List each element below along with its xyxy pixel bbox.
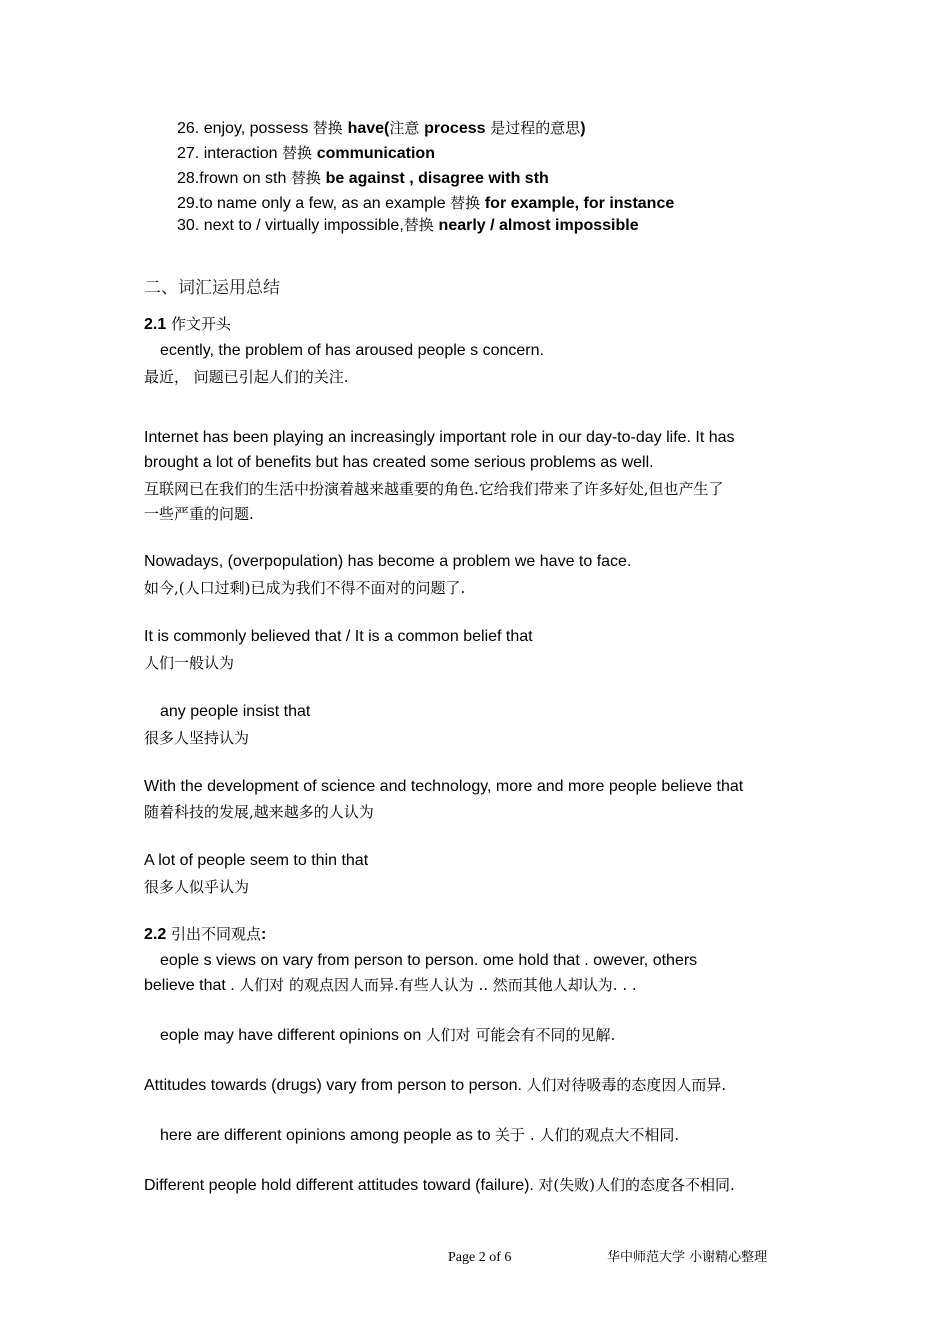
subsection-colon: :: [261, 926, 267, 943]
item-text: 30. next to / virtually impossible,: [177, 217, 404, 234]
phrase-en: A lot of people seem to thin that: [144, 852, 369, 869]
list-item: [177, 193, 674, 214]
phrase-en: any people insist that: [160, 703, 311, 720]
phrase-en: Nowadays, (overpopulation) has become a problem we have to face.: [144, 553, 632, 570]
phrase-zh: 如今,(人口过剩)已成为我们不得不面对的问题了.: [144, 579, 466, 597]
phrase-zh: 互联网已在我们的生活中扮演着越来越重要的角色.它给我们带来了许多好处,但也产生了: [144, 480, 724, 498]
page-number: Page 2 of 6: [448, 1250, 512, 1265]
item-zh: 替换: [450, 194, 485, 212]
phrase-zh: 很多人似乎认为: [144, 878, 250, 896]
subsection-label: 引出不同观点: [166, 925, 262, 943]
phrase-mixed: [144, 1175, 735, 1196]
phrase-zh: 关于 . 人们的观点大不相同.: [495, 1126, 680, 1144]
phrase-mixed: [160, 1125, 679, 1146]
subsection-number: 2.1: [144, 316, 167, 333]
item-zh: 替换: [290, 169, 326, 187]
subsection-label: 作文开头: [166, 315, 232, 333]
item-zh: 是过程的意思: [485, 119, 581, 137]
phrase-en: ecently, the problem of has aroused people s concern.: [160, 342, 544, 359]
item-zh: 替换: [312, 119, 348, 137]
list-item: [177, 118, 586, 139]
item-bold: for example, for instance: [484, 195, 675, 212]
subsection-number: 2.2: [144, 926, 167, 943]
phrase-zh: 一些严重的问题.: [144, 505, 254, 523]
item-text: 29.to name only a few, as an example: [177, 195, 451, 212]
phrase-en: believe that .: [144, 977, 240, 994]
phrase-en: eople may have different opinions on: [160, 1027, 426, 1044]
item-bold: communication: [316, 145, 435, 162]
phrase-en: eople s views on vary from person to person. ome hold that . owever, others: [160, 952, 698, 969]
phrase-en: Attitudes towards (drugs) vary from person to person.: [144, 1077, 527, 1094]
phrase-zh: 很多人坚持认为: [144, 729, 250, 747]
item-bold: nearly / almost impossible: [438, 217, 639, 234]
phrase-mixed: [160, 1025, 615, 1046]
list-item: [177, 168, 549, 189]
item-bold: have(: [347, 120, 390, 137]
item-zh: 替换: [403, 216, 439, 234]
phrase-en: brought a lot of benefits but has created some serious problems as well.: [144, 454, 654, 471]
phrase-zh: 对(失败)人们的态度各不相同.: [538, 1176, 735, 1194]
phrase-en: here are different opinions among people as to: [160, 1127, 496, 1144]
item-bold: process: [424, 120, 486, 137]
phrase-en: It is commonly believed that / It is a common belief that: [144, 628, 533, 645]
item-bold: ): [580, 120, 586, 137]
subsection-title: [144, 314, 231, 335]
phrase-zh: 人们一般认为: [144, 654, 235, 672]
phrase-zh: 随着科技的发展,越来越多的人认为: [144, 803, 374, 821]
phrase-zh: 人们对待吸毒的态度因人而异.: [526, 1076, 727, 1094]
phrase-en: Internet has been playing an increasingly important role in our day-to-day life. It has: [144, 429, 735, 446]
item-text: 27. interaction: [177, 145, 282, 162]
phrase-mixed: [144, 975, 637, 996]
item-zh: 注意: [389, 119, 425, 137]
phrase-zh: 人们对 的观点因人而异.有些人认为 .. 然而其他人却认为. . .: [239, 976, 637, 994]
section-title: 二、词汇运用总结: [144, 278, 280, 298]
phrase-zh: 人们对 可能会有不同的见解.: [425, 1026, 616, 1044]
subsection-title: [144, 924, 266, 945]
phrase-zh: 最近， 问题已引起人们的关注.: [144, 368, 349, 386]
phrase-en: Different people hold different attitudes toward (failure).: [144, 1177, 539, 1194]
item-text: 28.frown on sth: [177, 170, 291, 187]
item-text: 26. enjoy, possess: [177, 120, 313, 137]
item-bold: be against , disagree with sth: [325, 170, 549, 187]
list-item: [177, 143, 435, 164]
list-item: [177, 215, 639, 236]
phrase-mixed: [144, 1075, 726, 1096]
phrase-en: With the development of science and technology, more and more people believe that: [144, 778, 744, 795]
item-zh: 替换: [281, 144, 317, 162]
footer-credit: 华中师范大学 小谢精心整理: [607, 1250, 768, 1265]
